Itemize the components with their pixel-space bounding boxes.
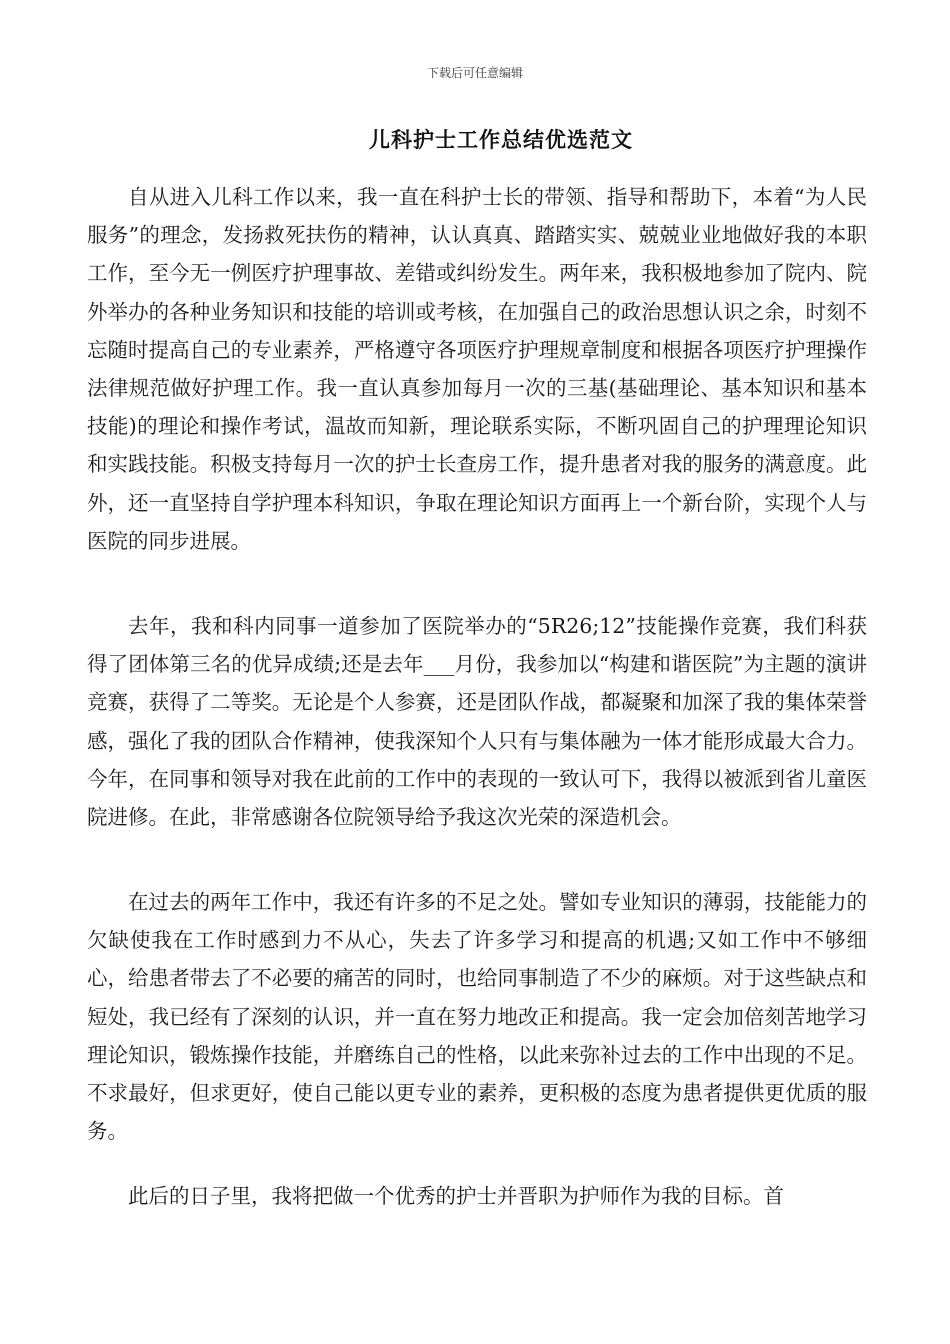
- body-paragraph-2: 去年，我和科内同事一道参加了医院举办的“5R26;12”技能操作竞赛，我们科获得了团体第三名的优异成绩;还是去年___月份，我参加以“构建和谐医院”为主题的演讲竞赛，获得了二等奖。无论是个人参赛，还是团队作战，都凝聚和加深了我的集体荣誉感，强化了我的团队合作精神，使我深知个人只有与集体融为一体才能形成最大合力。今年，在同事和领导对我在此前的工作中的表现的一致认可下，我得以被派到省儿童医院进修。在此，非常感谢各位院领导给予我这次光荣的深造机会。: [87, 614, 867, 830]
- body-paragraph-3: 在过去的两年工作中，我还有许多的不足之处。譬如专业知识的薄弱，技能能力的欠缺使我在工作时感到力不从心，失去了许多学习和提高的机遇;又如工作中不够细心，给患者带去了不必要的痛苦的同时，也给同事制造了不少的麻烦。对于这些缺点和短处，我已经有了深刻的认识，并一直在努力地改正和提高。我一定会加倍刻苦地学习理论知识，锻炼操作技能，并磨练自己的性格，以此来弥补过去的工作中出现的不足。不求最好，但求更好，使自己能以更专业的素养，更积极的态度为患者提供更优质的服务。: [87, 890, 867, 1144]
- document-title: 儿科护士工作总结优选范文: [369, 127, 633, 152]
- body-paragraph-1: 自从进入儿科工作以来，我一直在科护士长的带领、指导和帮助下，本着“为人民服务”的理念，发扬救死扶伤的精神，认认真真、踏踏实实、兢兢业业地做好我的本职工作，至今无一例医疗护理事故、差错或纠纷发生。两年来，我积极地参加了院内、院外举办的各种业务知识和技能的培训或考核，在加强自己的政治思想认识之余，时刻不忘随时提高自己的专业素养，严格遵守各项医疗护理规章制度和根据各项医疗护理操作法律规范做好护理工作。我一直认真参加每月一次的三基(基础理论、基本知识和基本技能)的理论和操作考试，温故而知新，理论联系实际，不断巩固自己的护理理论知识和实践技能。积极支持每月一次的护士长查房工作，提升患者对我的服务的满意度。此外，还一直坚持自学护理本科知识，争取在理论知识方面再上一个新台阶，实现个人与医院的同步进展。: [87, 185, 867, 553]
- header-note: 下载后可任意编辑: [426, 66, 523, 80]
- body-paragraph-4: 此后的日子里，我将把做一个优秀的护士并晋职为护师作为我的目标。首: [128, 1184, 784, 1208]
